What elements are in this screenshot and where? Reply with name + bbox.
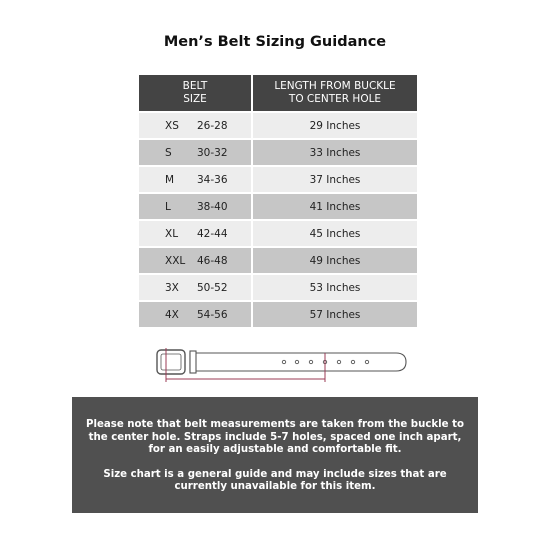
header-length-line2: TO CENTER HOLE: [288, 93, 382, 105]
note-panel: [72, 397, 478, 513]
size-cell: [139, 139, 252, 166]
table-row: [139, 139, 417, 166]
size-code: L: [165, 200, 171, 213]
size-cell: [139, 193, 252, 220]
page-title: Men’s Belt Sizing Guidance: [163, 34, 387, 50]
length-cell: 33 Inches: [252, 139, 417, 166]
size-cell: [139, 301, 252, 327]
header-length-line1: LENGTH FROM BUCKLE: [274, 80, 396, 92]
length-cell: 53 Inches: [252, 274, 417, 301]
size-code: 3X: [165, 281, 179, 294]
size-cell: [139, 220, 252, 247]
size-code: XS: [165, 119, 179, 132]
header-belt-size-line1: BELT: [182, 80, 208, 92]
length-cell: 41 Inches: [252, 193, 417, 220]
length-cell: 49 Inches: [252, 247, 417, 274]
waist-range: 50-52: [197, 281, 228, 294]
length-cell: 29 Inches: [252, 112, 417, 139]
table-row: [139, 166, 417, 193]
waist-range: 42-44: [197, 227, 228, 240]
table-row: [139, 301, 417, 327]
size-code: M: [165, 173, 175, 186]
header-belt-size-line2: SIZE: [183, 93, 207, 105]
waist-range: 30-32: [197, 146, 228, 159]
table-row: [139, 274, 417, 301]
length-cell: 45 Inches: [252, 220, 417, 247]
table-row: [139, 193, 417, 220]
waist-range: 54-56: [197, 308, 228, 321]
belt-keeper: [190, 351, 196, 373]
waist-range: 34-36: [197, 173, 228, 186]
header-length: [252, 75, 417, 112]
size-code: S: [165, 146, 172, 159]
size-code: XL: [165, 227, 179, 240]
length-cell: 37 Inches: [252, 166, 417, 193]
size-code: 4X: [165, 308, 179, 321]
belt-measurement-diagram-icon: [150, 345, 412, 389]
size-cell: [139, 247, 252, 274]
length-cell: 57 Inches: [252, 301, 417, 327]
size-cell: [139, 112, 252, 139]
size-code: XXL: [165, 254, 186, 267]
belt-size-table: [139, 75, 417, 327]
header-belt-size: [139, 75, 252, 112]
size-cell: [139, 166, 252, 193]
table-row: [139, 220, 417, 247]
table-row: [139, 112, 417, 139]
waist-range: 46-48: [197, 254, 228, 267]
table-row: [139, 247, 417, 274]
table-header-row: [139, 75, 417, 112]
note-paragraph-availability: Size chart is a general guide and may include sizes that are currently unavailable for this item.: [103, 468, 447, 493]
waist-range: 38-40: [197, 200, 228, 213]
note-paragraph-measurements: Please note that belt measurements are taken from the buckle to the center hole. Straps include 5-7 holes, spaced one inch apart, for an easily adjustable and comfortable fit.: [86, 419, 464, 456]
waist-range: 26-28: [197, 119, 228, 132]
size-cell: [139, 274, 252, 301]
